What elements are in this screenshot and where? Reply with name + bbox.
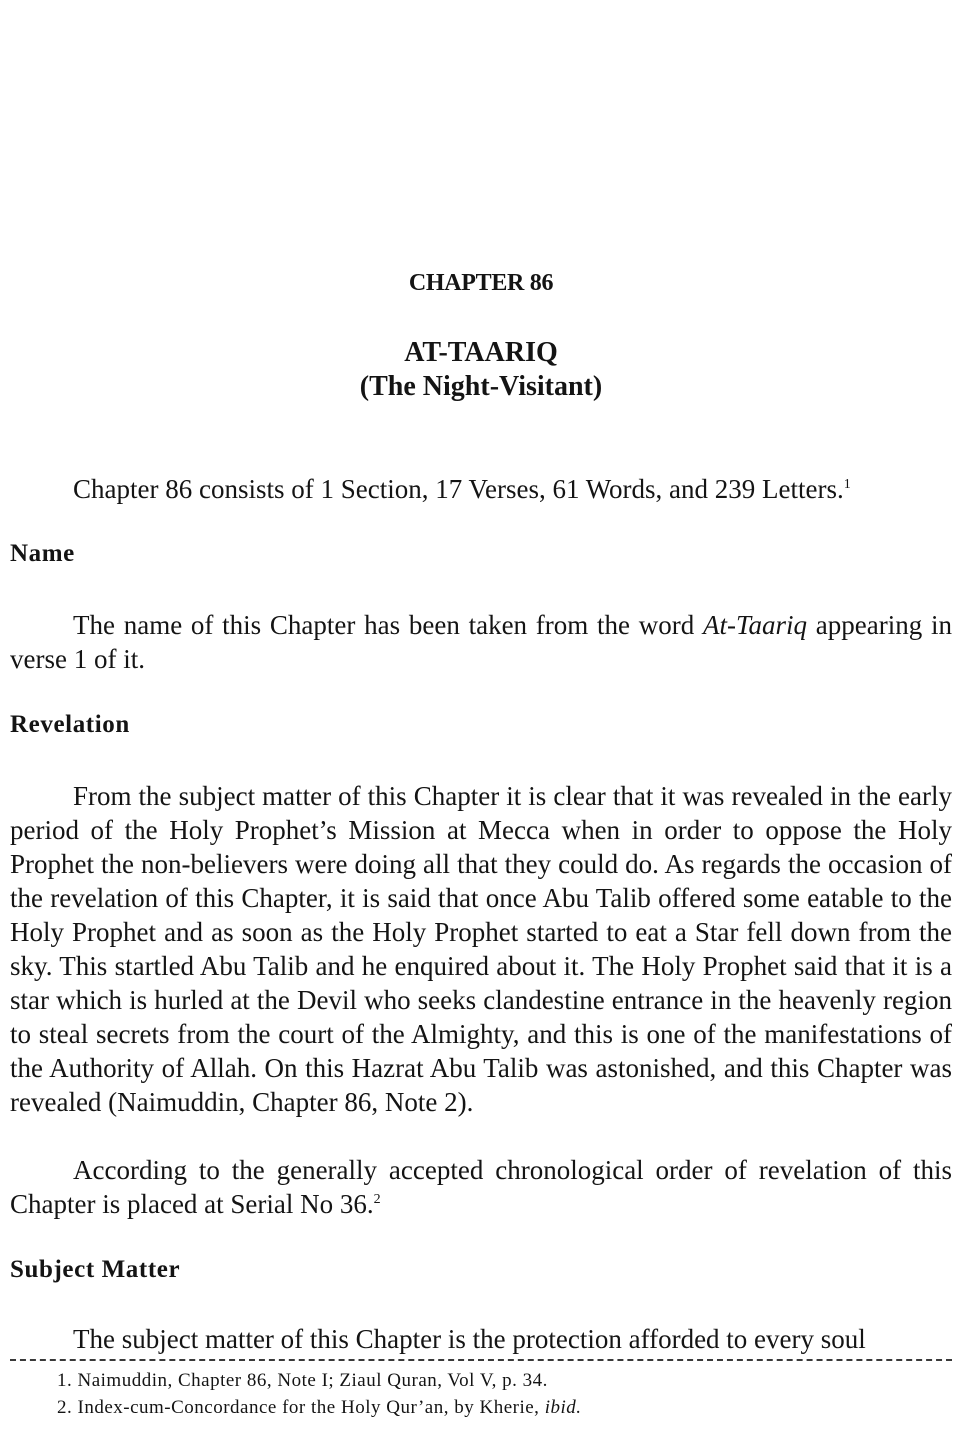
name-emphasis: At-Taariq	[703, 610, 808, 640]
footnote-2-emphasis: ibid.	[544, 1397, 582, 1418]
footnote-2	[57, 1397, 582, 1419]
name-paragraph	[10, 608, 952, 676]
chapter-title-block	[10, 336, 952, 404]
summary-text: Chapter 86 consists of 1 Section, 17 Verses, 61 Words, and 239 Letters.	[73, 474, 844, 504]
subject-matter-heading: Subject Matter	[10, 1256, 181, 1283]
chapter-label: CHAPTER 86	[408, 270, 554, 296]
revelation-paragraph-2-text: According to the generally accepted chronological order of revelation of this Chapter is placed at Serial No 36.	[10, 1155, 952, 1219]
footnote-1-text: Naimuddin, Chapter 86, Note I; Ziaul Quran, Vol V, p. 34.	[77, 1370, 548, 1391]
footnote-1-label: 1.	[57, 1370, 73, 1391]
footnote-ref-1: 1	[843, 477, 851, 492]
chapter-subtitle: (The Night-Visitant)	[359, 371, 603, 402]
footnote-2-text: Index-cum-Concordance for the Holy Qur’an, by Kherie,	[77, 1397, 545, 1418]
subject-matter-paragraph: The subject matter of this Chapter is the protection afforded to every soul	[73, 1324, 866, 1354]
name-heading: Name	[10, 540, 75, 567]
name-text-after: appearing in verse 1 of it.	[10, 610, 952, 674]
footnote-2-label: 2.	[57, 1397, 73, 1418]
name-text-before: The name of this Chapter has been taken from the word	[73, 610, 704, 640]
revelation-paragraph-1: From the subject matter of this Chapter it is clear that it was revealed in the early period of the Holy Prophet’s Mission at Mecca when in order to oppose the Holy Prophet the non-believers were doing all that they could do. As regards the occasion of the revelation of this Chapter, it is said that once Abu Talib offered some eatable to the Holy Prophet and as soon as the Holy Prophet started to eat a Star fell down from the sky. This startled Abu Talib and he enquired about it. The Holy Prophet said that it is a star which is hurled at the Devil who seeks clandestine entrance in the heavenly region to steal secrets from the court of the Almighty, and this is one of the manifestations of the Authority of Allah. On this Hazrat Abu Talib was astonished, and this Chapter was revealed (Naimuddin, Chapter 86, Note 2).	[10, 781, 952, 1117]
footnote-separator	[10, 1359, 952, 1361]
revelation-heading: Revelation	[10, 711, 130, 738]
footnote-ref-2: 2	[373, 1192, 381, 1207]
chapter-summary	[10, 472, 952, 506]
chapter-title: AT-TAARIQ	[404, 337, 558, 368]
revelation-paragraph-2	[10, 1153, 952, 1221]
footnote-1	[57, 1370, 548, 1392]
